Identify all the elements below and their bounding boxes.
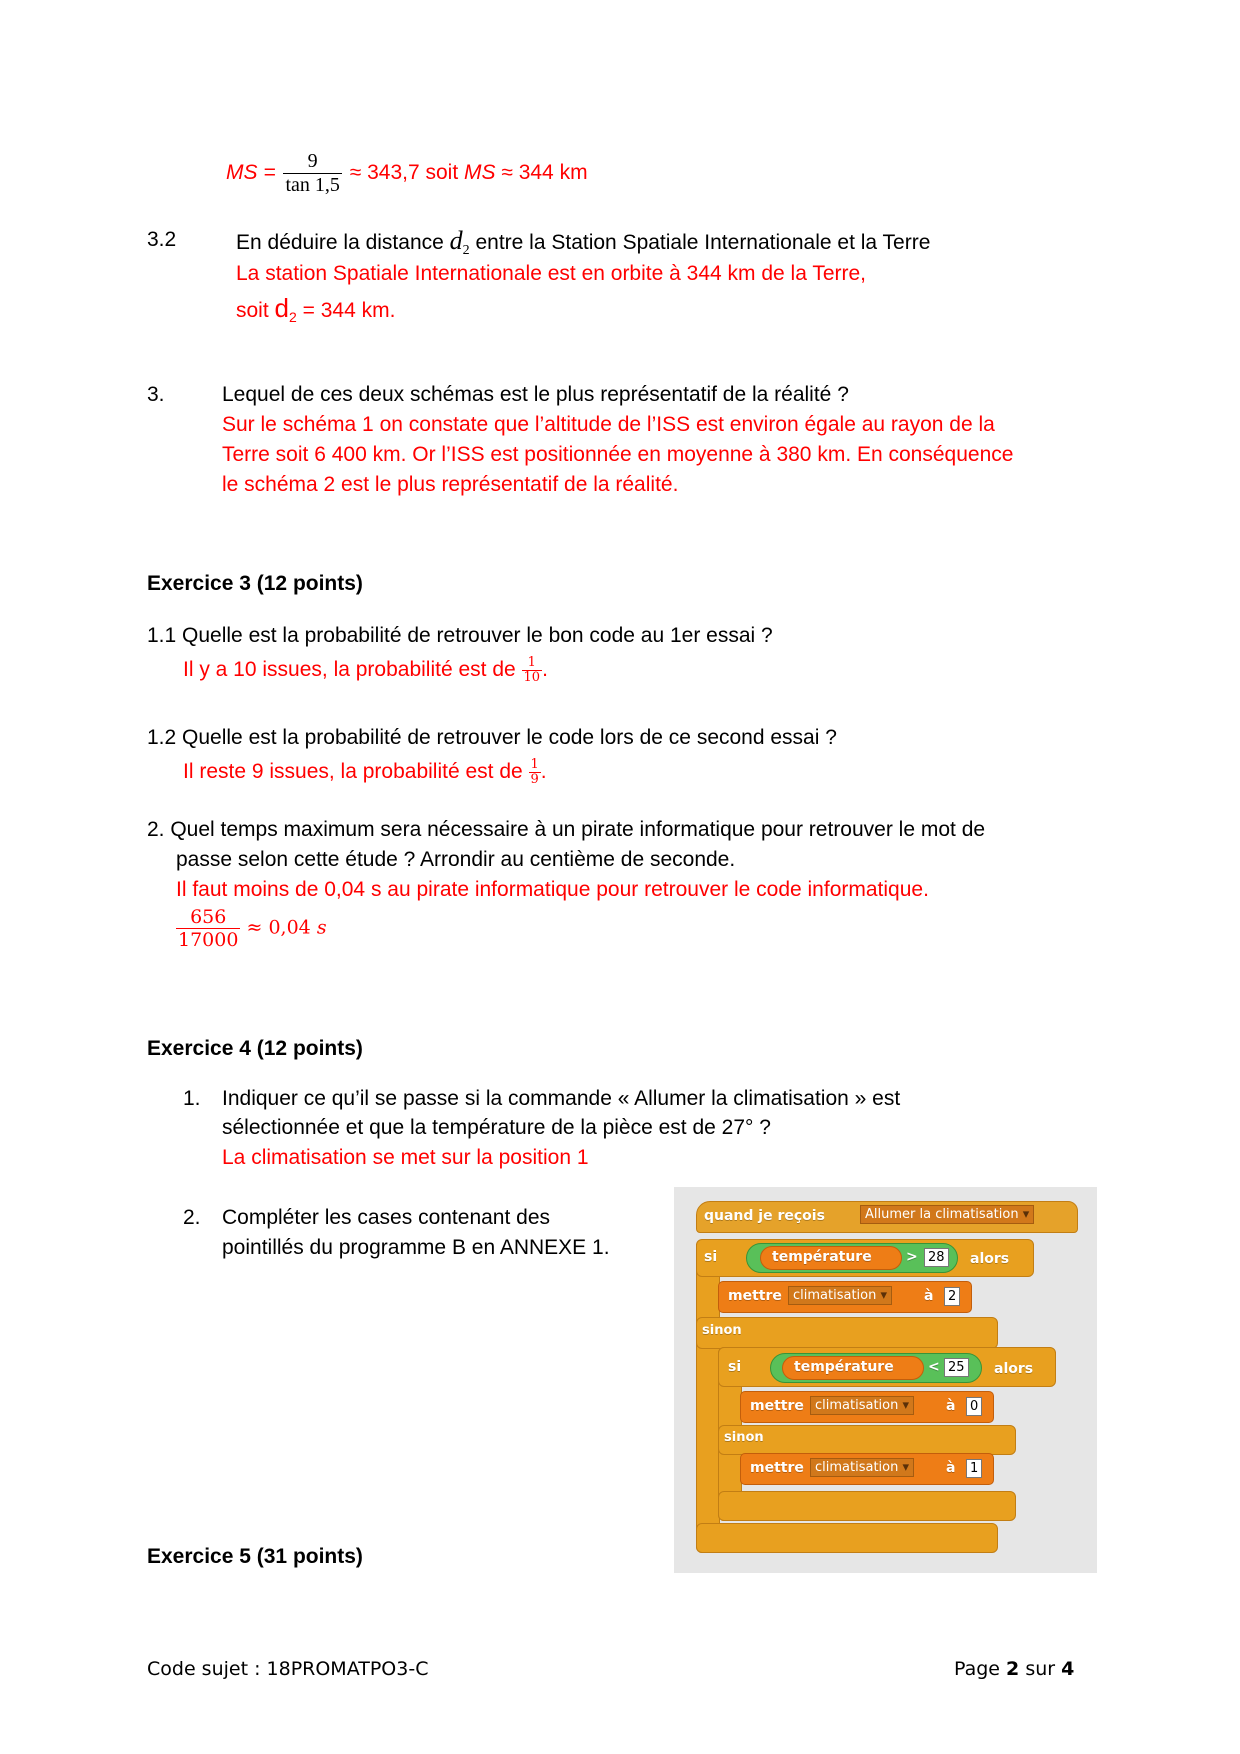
hat-message-dropdown: Allumer la climatisation ▾ [860,1205,1034,1224]
footer-page-word: Page [954,1658,1007,1680]
fraction-1-9-num: 1 [530,757,539,772]
fraction-17000-den: 17000 [178,929,239,951]
end-bar-outer [696,1523,998,1553]
if2-var: température [794,1359,894,1375]
footer-page-of: sur [1019,1658,1062,1680]
answer-3-line2: Terre soit 6 400 km. Or l’ISS est positionnée en moyenne à 380 km. En conséquence [222,443,1014,466]
footer-page [954,1658,1074,1680]
fraction-1-10-den: 10 [523,670,541,685]
set1-value: 2 [944,1287,960,1306]
ex3-answer-1-1-text: Il y a 10 issues, la probabilité est de [183,658,522,682]
ms-fraction-denominator: tan 1,5 [285,174,340,196]
set2-value: 0 [966,1397,982,1416]
question-3-2-number: 3.2 [147,228,177,251]
ex4-q1-number: 1. [183,1087,201,1110]
if2-value: 25 [944,1358,969,1377]
ex4-q1-line2: sélectionnée et que la température de la pièce est de 27° ? [222,1116,771,1139]
set1-var-dropdown: climatisation ▾ [788,1286,892,1305]
ex3-answer-2-approx: ≈ 0,04 [246,916,317,939]
set2-var-dropdown: climatisation ▾ [810,1396,914,1415]
end-bar-inner [718,1491,1016,1521]
fraction-1-10 [522,656,543,685]
if1-var: température [772,1249,872,1265]
scratch-program [674,1187,1097,1573]
ex3-answer-1-1-end: . [542,658,548,682]
if2-label: si [728,1359,742,1375]
question-3-number: 3. [147,383,165,406]
question-3-text: Lequel de ces deux schémas est le plus représentatif de la réalité ? [222,383,849,406]
ms-approx-b: ≈ 344 km [495,161,588,185]
answer-3-2-line1: La station Spatiale Internationale est en orbite à 344 km de la Terre, [236,262,867,285]
ex3-answer-1-1 [183,656,548,685]
answer-3-2-after: = 344 km. [296,299,396,322]
if1-label: si [704,1249,718,1265]
then2-label: alors [994,1361,1034,1377]
set3-to: à [946,1460,956,1476]
if2-op: < [928,1359,940,1375]
fraction-1-9-den: 9 [530,772,539,787]
ex4-q2-number: 2. [183,1206,201,1229]
ex4-q2-line2: pointillés du programme B en ANNEXE 1. [222,1236,610,1259]
ex3-question-1-1: 1.1 Quelle est la probabilité de retrouver le bon code au 1er essai ? [147,624,773,647]
answer-var-d-sub: 2 [288,309,297,326]
exercise-4-title: Exercice 4 (12 points) [147,1037,363,1060]
else1-label: sinon [702,1323,742,1338]
fraction-656-num: 656 [176,906,240,929]
question-3-2-text [236,226,930,259]
ex3-question-2-line1: 2. Quel temps maximum sera nécessaire à un pirate informatique pour retrouver le mot de [147,818,986,841]
set1-to: à [924,1288,934,1304]
ex3-answer-2-formula [176,906,327,951]
set3-value: 1 [966,1459,982,1478]
ms-label-2: MS [464,161,496,185]
var-d: d [449,226,463,255]
fraction-656-17000 [176,906,240,951]
footer-page-current: 2 [1006,1658,1020,1680]
ex4-q2-line1: Compléter les cases contenant des [222,1206,551,1229]
answer-var-d: d [274,293,289,323]
ex3-answer-2-line1: Il faut moins de 0,04 s au pirate informatique pour retrouver le code informatique. [176,878,929,901]
ex3-answer-1-2-end: . [540,760,547,784]
ms-label: MS = [226,161,276,185]
set3-var-dropdown: climatisation ▾ [810,1458,914,1477]
if1-op: > [906,1249,918,1265]
fraction-1-9 [529,758,541,787]
ex3-answer-1-2-text: Il reste 9 issues, la probabilité est de [183,760,529,784]
answer-3-2-line2 [236,293,395,325]
set1-label: mettre [728,1288,782,1304]
ms-fraction-numerator: 9 [283,150,341,174]
answer-3-line3: le schéma 2 est le plus représentatif de la réalité. [222,473,679,496]
question-3-2-after: entre la Station Spatiale Internationale et la Terre [469,231,931,254]
ex4-answer-1: La climatisation se met sur la position 1 [222,1146,589,1169]
ms-approx-a: ≈ 343,7 soit [349,161,464,185]
footer-page-total: 4 [1061,1658,1075,1680]
ms-formula [226,150,588,197]
set2-label: mettre [750,1398,804,1414]
if-else-block-outer [696,1241,720,1553]
then-label: alors [970,1251,1010,1267]
set2-to: à [946,1398,956,1414]
answer-3-line1: Sur le schéma 1 on constate que l’altitude de l’ISS est environ égale au rayon de la [222,413,995,436]
else2-label: sinon [724,1430,764,1445]
ex4-q1-line1: Indiquer ce qu’il se passe si la commande « Allumer la climatisation » est [222,1087,901,1110]
var-d-sub: 2 [462,243,470,259]
ms-fraction [283,150,341,197]
ex3-question-2-line2: passe selon cette étude ? Arrondir au centième de seconde. [176,848,736,871]
footer-code: Code sujet : 18PROMATPO3-C [147,1658,429,1680]
exercise-5-title: Exercice 5 (31 points) [147,1545,363,1568]
answer-3-2-before: soit [236,299,275,322]
set3-label: mettre [750,1460,804,1476]
if1-value: 28 [924,1248,949,1267]
hat-label: quand je reçois [704,1208,825,1224]
ex3-answer-2-unit: s [316,916,327,939]
ex3-question-1-2: 1.2 Quelle est la probabilité de retrouver le code lors de ce second essai ? [147,726,837,749]
question-3-2-before: En déduire la distance [236,231,450,254]
exercise-3-title: Exercice 3 (12 points) [147,572,363,595]
fraction-1-10-num: 1 [522,656,543,671]
ex3-answer-1-2 [183,758,547,787]
